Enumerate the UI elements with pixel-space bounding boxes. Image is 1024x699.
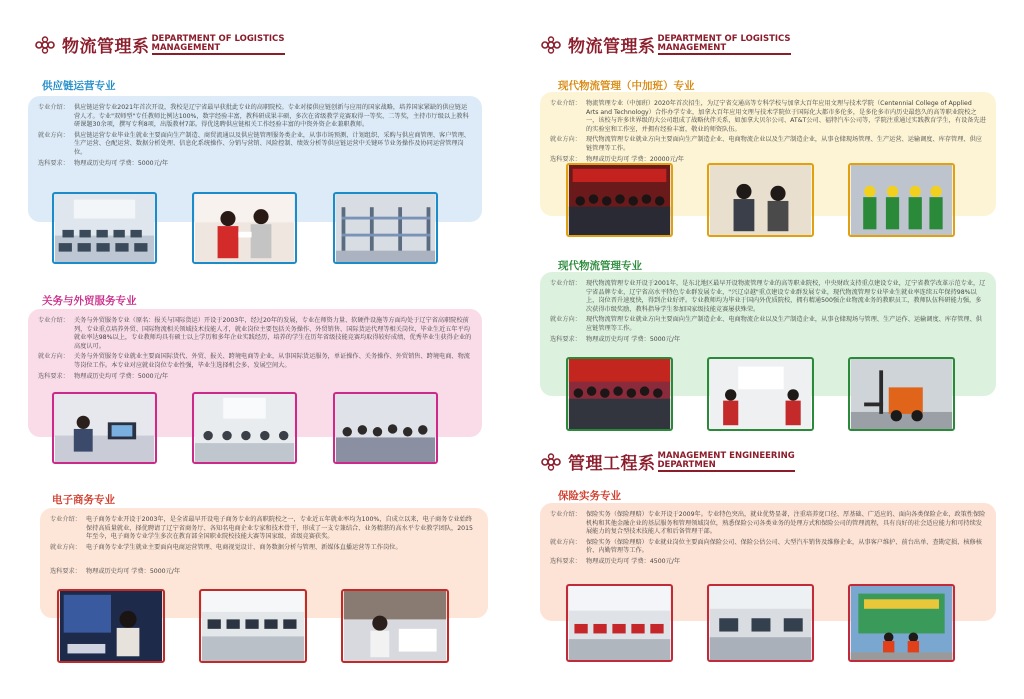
photo-group-photo [566,357,673,431]
eng-dept-header [540,449,795,474]
section-title-customs: 关务与外贸服务专业 [42,295,137,307]
photo-outdoor-event [848,584,955,662]
forklift-icon [850,359,953,429]
photo-forklift [848,357,955,431]
photo-lab-demo [707,357,814,431]
photo-call-center [52,392,157,464]
intro-row: 专业介绍： 现代物流管理专业开设于2001年，是东北地区最早开设物流管理专业的高等职业院校，中央财政支持重点建设专业，辽宁省教学改革示范专业，辽宁省品牌专业，辽宁省高水平特色专业群发展专业，"兴辽卓越"重点建设专业群发展专业，现代物流管理专业毕业生就业率连续五年保持98%以上，岗位晋升速度快，得到企业好评。专业教师均为毕业于国内外优质院校，拥有精通500强企业物流业务的教职员工，教师队伍科研能力强，多次获得市级奖励，教科指导学生参加国家级技能竞赛屡获殊荣。 [550,280,986,313]
photo-classroom [707,163,814,237]
section-title-ins: 保险实务专业 [558,490,621,502]
classroom-icon [709,165,812,235]
design-studio-icon [343,591,447,661]
photo-livestream [57,589,165,663]
career-row: 就业方向： 保险实务（保险理赔）专业就业岗位主要面向保险公司、保险公估公司、大型汽车销售及维修企业，从事客户维护、前台出单、查勘定损、核修核价、内勤管理等工作。 [550,538,982,555]
computer-lab-icon [54,194,155,262]
intro-row: 专业介绍： 保险实务（保险理赔）专业开设于2009年。专业特色突出，就业优势显著，注重培养宽口径、厚基础、广适应的、面向各类保险企业，政策性保险机构和其他金融企业的基层服务和管理领域岗位，熟悉保险公司各类业务的处理方式和保险公司的管理流程，具有良好的社会适应能力和可持续发展能力的复合型技术技能人才和后备管理干部。 [550,511,986,536]
career-row: 就业方向： 供应链运营专业毕业生就业主要面向生产制造、商贸流通以及供应链管理服务类企业，从事市场预测、计划组织、采购与供应商管理、客户管理、生产运营、仓配运营、数据分析处理、信息化系统操作、分销与营销、风险控制、绩效分析等供应链运营中关键环节业务操作及协同运营管理岗位。 [38,131,470,156]
section-title-scm: 供应链运营专业 [42,80,116,92]
intro-row: 专业介绍： 关务与外贸服务专业（原名：报关与国际货运）开设于2003年，经过20年的发展，专业在师资力量、软硬件设施等方面均处于辽宁省高职院校前列，专业重点培养外贸、国际物流相关领域技术技能人才，就业岗位主要包括关务操作、外贸销售、国际货运代理等相关岗位，毕业生近五年平均就业率达98%以上，专业教师均具有硕士以上学历和多年企业实践经历，培养的学生在历年省级技能竞赛均取得较好成绩，优秀毕业生获得企业的高度认可。 [38,317,472,350]
ecom-lab-icon [201,591,305,661]
intro-row: 专业介绍： 物流管理专业（中加班）2020年首次招生，为辽宁省交通高等专科学校与加拿大百年应用文理与技术学院（Centennial College of Applied Arts and Technology）合作办学专业，加拿大百年应用文理与技术学院位于国际化大都市多伦多，是多伦多市内历史最悠久的高等职业院校之一，该校与许多世界级的大公司组成了战略伙伴关系，如加拿大贝尔公司、AT&T公司、福特汽车公司等，学院注重通过实践教育学生，有设备先进的实验室和工作室，并拥有经验丰富，敬业的师资队伍。 [550,100,986,133]
photo-factory-visit [848,163,955,237]
photo-students [192,192,297,264]
dept-title-cn: 管理工程系 [568,454,656,474]
section-title-modlog: 现代物流管理专业 [558,260,642,272]
students-icon [194,194,295,262]
career-row: 就业方向： 关务与外贸服务专业就业主要面国际货代、外贸、报关、跨境电商等企业，从事国际货运服务，单证操作、关务操作、外贸销售、跨境电商、物流等岗位工作。本专业对应就业岗位专业性强，毕业生选择机会多、发展空间大。 [38,353,470,369]
lab-demo-icon [709,359,812,429]
req-row: 选科要求： 物理或历史均可 学费：5000元/年 [50,568,181,576]
dept-logo-icon [540,453,562,471]
insurance-lab-icon [568,586,671,660]
req-row: 选科要求： 物理或历史均可 学费：4500元/年 [550,557,681,565]
dept-title-en: DEPARTMENT OF LOGISTICS MANAGEMENT [657,33,791,53]
right-dept-header [540,32,791,57]
career-row: 就业方向： 电子商务专业学生就业主要面向电商运营管理、电商视觉设计、商务数据分析与管理、新媒体直播运营等工作岗位。 [50,543,402,551]
training-room-icon [709,586,812,660]
photo-design-studio [341,589,449,663]
warehouse-icon [335,194,436,262]
group-photo-icon [568,359,671,429]
photo-warehouse [333,192,438,264]
photo-lecture-hall [192,392,297,464]
section-title-cnlog: 现代物流管理（中加班）专业 [558,80,695,92]
req-row: 选科要求： 物理或历史均可 学费：5000元/年 [38,159,169,167]
photo-seminar [333,392,438,464]
dept-title-cn: 物流管理系 [568,37,656,57]
section-title-ecom: 电子商务专业 [52,494,115,506]
req-row: 选科要求： 物理或历史均可 学费：5000元/年 [550,335,681,343]
left-dept-header [34,32,285,57]
factory-visit-icon [850,165,953,235]
dept-logo-icon [34,36,56,54]
photo-award-group [566,163,673,237]
dept-title-en: MANAGEMENT ENGINEERING DEPARTMEN [657,450,795,470]
photo-training-room [707,584,814,662]
dept-title-en: DEPARTMENT OF LOGISTICS MANAGEMENT [151,33,285,53]
award-group-icon [568,165,671,235]
career-row: 就业方向： 现代物流管理专业就业方向主要面向生产制造企业、电商物流企业以及生产制造企业，从事仓储现场与管理、生产运作、运输调度、库存管理、供应链管理等工作。 [550,316,982,332]
intro-row: 专业介绍： 电子商务专业开设于2003年，是全省最早开设电子商务专业的高职院校之一，专业近五年就业率均为100%，自成立以来，电子商务专业始终保持高质量就业，择优聘请了辽宁省商务厅、各知名电商企业专家和技术骨干，形成了一支专兼结合、业务精湛的高水平专业教学团队，2015年至今，电子商务专业学生多次在教育部全国职业院校技能大赛等国家级、省级竞赛获奖。 [50,516,473,541]
dept-title-cn: 物流管理系 [62,37,150,57]
photo-computer-lab [52,192,157,264]
career-row: 就业方向： 现代物流管理专业就业方向主要面向生产制造企业、电商物流企业以及生产制造企业，从事仓储现场管理、生产运营、运输调度、库存管理、供应链管理等工作。 [550,136,982,152]
req-row: 选科要求： 物理或历史均可 学费：5000元/年 [38,372,169,380]
lecture-hall-icon [194,394,295,462]
intro-row: 专业介绍： 供应链运营专业2021年首次开设，我校是辽宁省最早获批此专业的高职院校。专业对接供应链创新与应用的国家战略，培养国家紧缺的供应链运营人才。专业"双师型"专任教师比例达100%，数字经验丰富，教科研成果丰硕，多次在省级教学竞赛取得一等奖、二等奖，主持市厅级以上教科研课题30余项，撰写专利8项，出版教材7部。得优选聘供应链相关工作经验丰富的中资外资企业兼职教师。 [38,104,469,129]
call-center-icon [54,394,155,462]
outdoor-event-icon [850,586,953,660]
photo-ecom-lab [199,589,307,663]
seminar-icon [335,394,436,462]
photo-insurance-lab [566,584,673,662]
req-row: 选科要求： 物理或历史均可 学费：20000元/年 [550,155,684,163]
dept-logo-icon [540,36,562,54]
livestream-icon [59,591,163,661]
